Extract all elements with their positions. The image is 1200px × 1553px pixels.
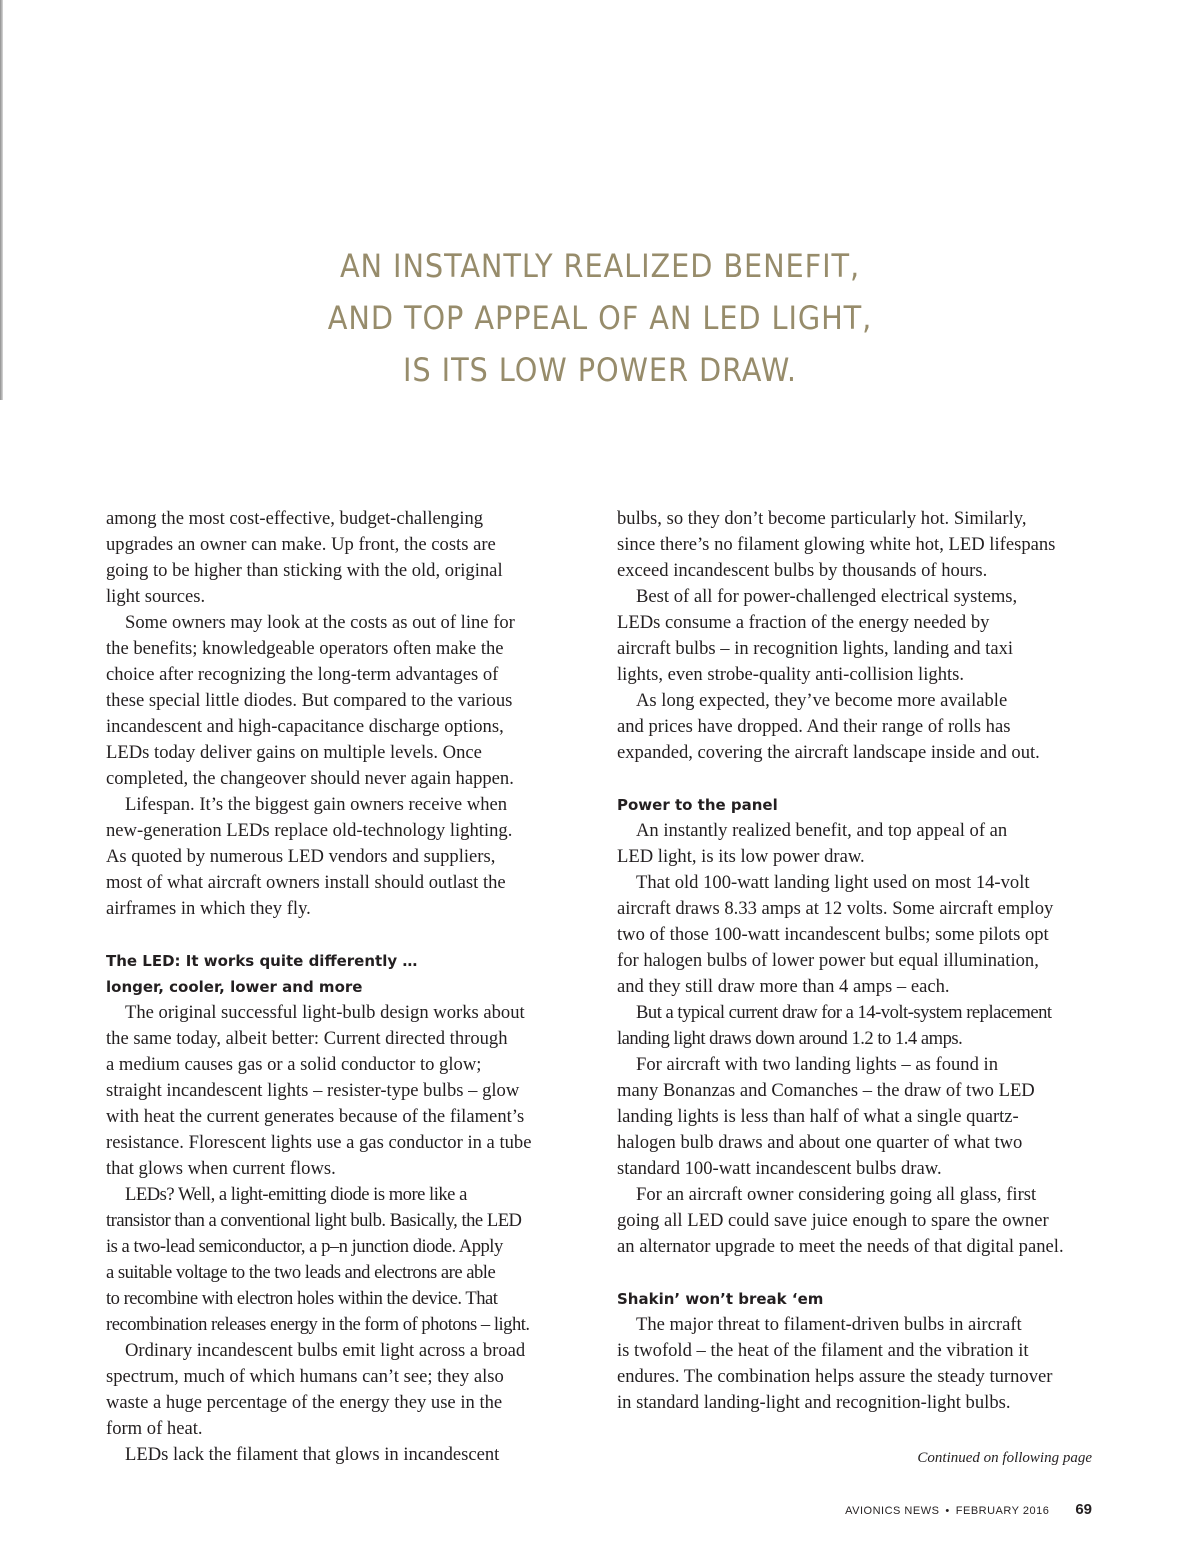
text-line: endures. The combination helps assure the steady turnover xyxy=(617,1366,1053,1387)
text-line: LED light, is its low power draw. xyxy=(617,846,865,867)
text-line: choice after recognizing the long-term advantages of xyxy=(106,664,499,685)
page-number: 69 xyxy=(1075,1501,1092,1518)
text-line: standard 100-watt incandescent bulbs draw. xyxy=(617,1158,942,1179)
right-column xyxy=(617,506,1097,1416)
paragraph xyxy=(106,1182,588,1338)
paragraph xyxy=(617,1182,1097,1260)
text-line: the benefits; knowledgeable operators often make the xyxy=(106,638,504,659)
text-line: transistor than a conventional light bulb. Basically, the LED xyxy=(106,1210,522,1231)
text-line: straight incandescent lights – resister-type bulbs – glow xyxy=(106,1080,520,1101)
text-line: That old 100-watt landing light used on most 14-volt xyxy=(636,872,1030,893)
page-footer xyxy=(845,1500,1092,1521)
text-line: for halogen bulbs of lower power but equal illumination, xyxy=(617,950,1039,971)
text-line: resistance. Florescent lights use a gas conductor in a tube xyxy=(106,1132,532,1153)
text-line: waste a huge percentage of the energy they use in the xyxy=(106,1392,503,1413)
pull-quote-line: IS ITS LOW POWER DRAW. xyxy=(403,351,797,389)
section-heading: Power to the panel xyxy=(617,796,778,814)
text-line: in standard landing-light and recognition-light bulbs. xyxy=(617,1392,1011,1413)
text-line: LEDs? Well, a light-emitting diode is more like a xyxy=(125,1184,467,1205)
text-line: to recombine with electron holes within the device. That xyxy=(106,1288,498,1309)
text-line: Best of all for power-challenged electrical systems, xyxy=(636,586,1018,607)
pull-quote xyxy=(60,240,1140,396)
text-line: halogen bulb draws and about one quarter of what two xyxy=(617,1132,1023,1153)
text-line: is a two-lead semiconductor, a p–n junction diode. Apply xyxy=(106,1236,503,1257)
text-line: spectrum, much of which humans can’t see; they also xyxy=(106,1366,504,1387)
paragraph xyxy=(617,584,1097,688)
text-line: expanded, covering the aircraft landscape inside and out. xyxy=(617,742,1040,763)
paragraph-gap xyxy=(617,766,1097,792)
text-line: many Bonanzas and Comanches – the draw of two LED xyxy=(617,1080,1035,1101)
text-line: with heat the current generates because of the filament’s xyxy=(106,1106,525,1127)
text-line: incandescent and high-capacitance discharge options, xyxy=(106,716,504,737)
text-line: most of what aircraft owners install should outlast the xyxy=(106,872,506,893)
paragraph xyxy=(106,610,588,792)
text-line: Some owners may look at the costs as out of line for xyxy=(125,612,515,633)
paragraph xyxy=(617,1312,1097,1416)
paragraph xyxy=(617,688,1097,766)
paragraph xyxy=(106,1442,588,1468)
text-line: light sources. xyxy=(106,586,206,607)
text-line: among the most cost-effective, budget-challenging xyxy=(106,508,484,529)
left-column xyxy=(106,506,588,1468)
issue-date: FEBRUARY 2016 xyxy=(955,1505,1050,1517)
text-line: LEDs consume a fraction of the energy needed by xyxy=(617,612,990,633)
text-line: As long expected, they’ve become more available xyxy=(636,690,1008,711)
text-line: landing lights is less than half of what a single quartz- xyxy=(617,1106,1019,1127)
page-edge-shadow xyxy=(0,0,3,400)
text-line: But a typical current draw for a 14-volt-system replacement xyxy=(636,1002,1052,1023)
text-line: these special little diodes. But compared to the various xyxy=(106,690,513,711)
paragraph xyxy=(106,506,588,610)
text-line: aircraft bulbs – in recognition lights, landing and taxi xyxy=(617,638,1014,659)
text-line: the same today, albeit better: Current directed through xyxy=(106,1028,508,1049)
paragraph xyxy=(617,1000,1097,1052)
text-line: is twofold – the heat of the filament and the vibration it xyxy=(617,1340,1029,1361)
text-line: a suitable voltage to the two leads and electrons are able xyxy=(106,1262,496,1283)
text-line: form of heat. xyxy=(106,1418,203,1439)
text-line: going all LED could save juice enough to spare the owner xyxy=(617,1210,1049,1231)
text-line: since there’s no filament glowing white hot, LED lifespans xyxy=(617,534,1056,555)
text-line: Ordinary incandescent bulbs emit light across a broad xyxy=(125,1340,526,1361)
paragraph xyxy=(106,792,588,922)
paragraph xyxy=(617,506,1097,584)
text-line: and prices have dropped. And their range of rolls has xyxy=(617,716,1011,737)
text-line: As quoted by numerous LED vendors and suppliers, xyxy=(106,846,496,867)
text-line: LEDs lack the filament that glows in incandescent xyxy=(125,1444,500,1465)
text-line: airframes in which they fly. xyxy=(106,898,311,919)
paragraph xyxy=(617,870,1097,1000)
section-heading: Shakin’ won’t break ‘em xyxy=(617,1290,824,1308)
text-line: bulbs, so they don’t become particularly hot. Similarly, xyxy=(617,508,1027,529)
text-line: The original successful light-bulb design works about xyxy=(125,1002,525,1023)
text-line: and they still draw more than 4 amps – each. xyxy=(617,976,950,997)
footer-separator: • xyxy=(945,1505,950,1517)
paragraph-gap xyxy=(617,1260,1097,1286)
paragraph xyxy=(106,1000,588,1182)
text-line: an alternator upgrade to meet the needs of that digital panel. xyxy=(617,1236,1064,1257)
text-line: The major threat to filament-driven bulbs in aircraft xyxy=(636,1314,1022,1335)
paragraph xyxy=(617,818,1097,870)
text-line: lights, even strobe-quality anti-collision lights. xyxy=(617,664,965,685)
text-line: new-generation LEDs replace old-technology lighting. xyxy=(106,820,513,841)
continued-note: Continued on following page xyxy=(917,1450,1092,1466)
text-line: that glows when current flows. xyxy=(106,1158,336,1179)
publication-name: AVIONICS NEWS xyxy=(845,1505,940,1517)
paragraph xyxy=(617,1052,1097,1182)
section-heading: longer, cooler, lower and more xyxy=(106,978,363,996)
text-line: An instantly realized benefit, and top appeal of an xyxy=(636,820,1008,841)
paragraph xyxy=(106,1338,588,1442)
text-line: two of those 100-watt incandescent bulbs; some pilots opt xyxy=(617,924,1049,945)
text-line: aircraft draws 8.33 amps at 12 volts. Some aircraft employ xyxy=(617,898,1054,919)
text-line: LEDs today deliver gains on multiple levels. Once xyxy=(106,742,482,763)
text-line: For aircraft with two landing lights – as found in xyxy=(636,1054,999,1075)
text-line: upgrades an owner can make. Up front, the costs are xyxy=(106,534,496,555)
pull-quote-line: AND TOP APPEAL OF AN LED LIGHT, xyxy=(327,299,873,337)
text-line: landing light draws down around 1.2 to 1.4 amps. xyxy=(617,1028,963,1049)
pull-quote-line: AN INSTANTLY REALIZED BENEFIT, xyxy=(339,247,861,285)
text-line: Lifespan. It’s the biggest gain owners receive when xyxy=(125,794,508,815)
text-line: completed, the changeover should never again happen. xyxy=(106,768,514,789)
section-heading: The LED: It works quite differently … xyxy=(106,952,418,970)
text-line: a medium causes gas or a solid conductor to glow; xyxy=(106,1054,482,1075)
text-line: For an aircraft owner considering going all glass, first xyxy=(636,1184,1037,1205)
paragraph-gap xyxy=(106,922,588,948)
text-line: going to be higher than sticking with the old, original xyxy=(106,560,503,581)
text-line: exceed incandescent bulbs by thousands of hours. xyxy=(617,560,988,581)
text-line: recombination releases energy in the form of photons – light. xyxy=(106,1314,530,1335)
